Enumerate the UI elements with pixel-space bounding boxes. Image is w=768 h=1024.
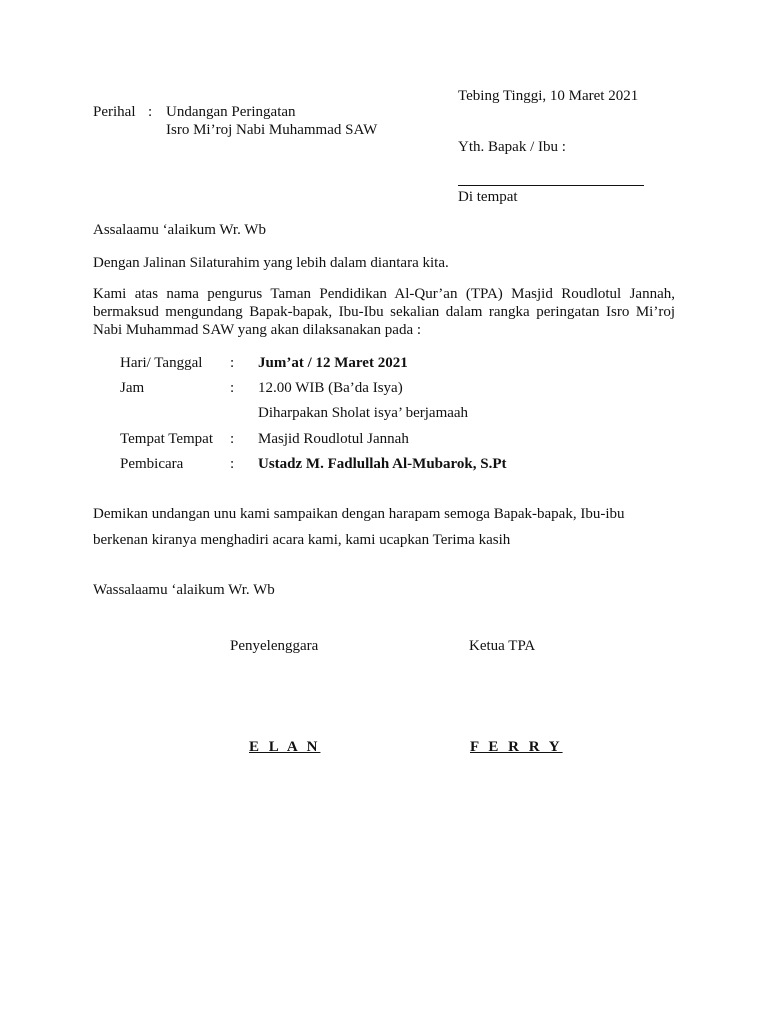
- event-value-time: 12.00 WIB (Ba’da Isya): [258, 380, 403, 396]
- recipient-blank-line: [458, 185, 644, 186]
- closing-line-2: berkenan kiranya menghadiri acara kami, kami ucapkan Terima kasih: [93, 532, 511, 548]
- greeting: Assalaamu ‘alaikum Wr. Wb: [93, 222, 266, 238]
- event-value-date: Jum’at / 12 Maret 2021: [258, 355, 408, 371]
- closing-line-1: Demikan undangan unu kami sampaikan dengan harapam semoga Bapak-bapak, Ibu-ibu: [93, 506, 625, 522]
- event-label-place: Tempat Tempat: [120, 431, 214, 447]
- organizer-name: E L A N: [249, 739, 321, 755]
- event-label-speaker: Pembicara: [120, 456, 184, 472]
- recipient-place: Di tempat: [458, 189, 518, 205]
- subject-line-2: Isro Mi’roj Nabi Muhammad SAW: [166, 122, 378, 138]
- event-colon: :: [230, 431, 235, 447]
- invitation-paragraph: Kami atas nama pengurus Taman Pendidikan Al-Qur’an (TPA) Masjid Roudlotul Jannah, bermaksud mengundang Bapak-bapak, Ibu-Ibu sekalian dalam rangka peringatan Isro Mi’roj Nabi Muhammad SAW yang akan dilaksanakan pada :: [93, 286, 675, 338]
- event-label-time: Jam: [120, 380, 145, 396]
- event-value-note: Diharpakan Sholat isya’ berjamaah: [258, 405, 469, 421]
- farewell: Wassalaamu ‘alaikum Wr. Wb: [93, 582, 275, 598]
- place-date: Tebing Tinggi, 10 Maret 2021: [458, 88, 639, 104]
- event-colon: :: [230, 380, 235, 396]
- subject-line-1: Undangan Peringatan: [166, 104, 296, 120]
- organizer-title: Penyelenggara: [230, 638, 319, 654]
- subject-colon: :: [148, 104, 153, 120]
- event-value-speaker: Ustadz M. Fadlullah Al-Mubarok, S.Pt: [258, 456, 507, 472]
- event-colon: :: [230, 456, 235, 472]
- head-name: F E R R Y: [470, 739, 563, 755]
- recipient-line: Yth. Bapak / Ibu :: [458, 139, 566, 155]
- intro-line: Dengan Jalinan Silaturahim yang lebih dalam diantara kita.: [93, 255, 449, 271]
- event-label-date: Hari/ Tanggal: [120, 355, 203, 371]
- event-value-place: Masjid Roudlotul Jannah: [258, 431, 409, 447]
- head-title: Ketua TPA: [469, 638, 536, 654]
- subject-label: Perihal: [93, 104, 136, 120]
- event-colon: :: [230, 355, 235, 371]
